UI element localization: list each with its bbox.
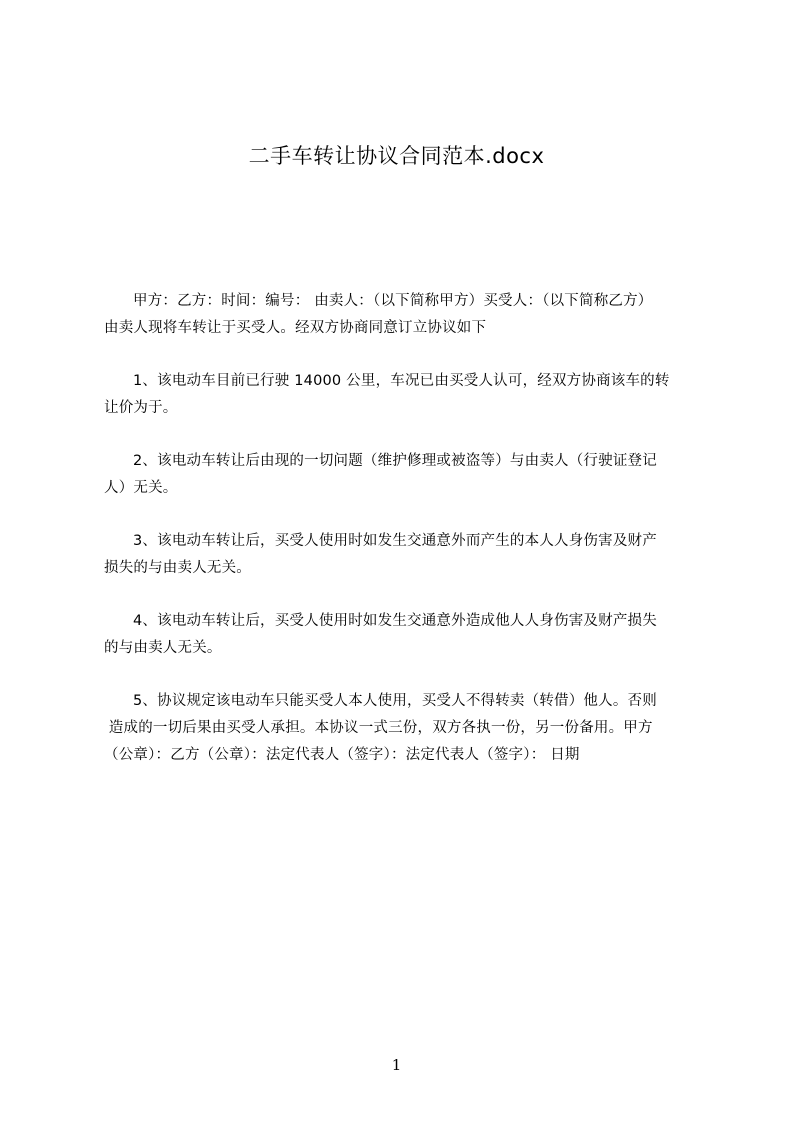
paragraph-line: 2、该电动车转让后由现的一切问题（维护修理或被盗等）与由卖人（行驶证登记: [133, 453, 657, 469]
paragraph-line: 4、该电动车转让后，买受人使用时如发生交通意外造成他人人身伤害及财产损失: [133, 613, 657, 629]
paragraph-line: 让价为于。: [104, 400, 178, 416]
paragraph-line: 由卖人现将车转让于买受人。经双方协商同意订立协议如下: [104, 320, 487, 336]
paragraph-line: 损失的与由卖人无关。: [104, 560, 251, 576]
clause-1: [104, 368, 712, 422]
paragraph-line: （公章）：乙方（公章）：法定代表人（签字）：法定代表人（签字）： 日期: [104, 747, 580, 763]
clause-2: [104, 448, 712, 502]
paragraph-line: 人）无关。: [104, 480, 178, 496]
clause-4: [104, 608, 712, 662]
paragraph-line: 3、该电动车转让后，买受人使用时如发生交通意外而产生的本人人身伤害及财产: [133, 533, 657, 549]
paragraph-line: 造成的一切后果由买受人承担。本协议一式三份，双方各执一份，另一份备用。甲方: [104, 720, 653, 736]
paragraph-line: 5、协议规定该电动车只能买受人本人使用，买受人不得转卖（转借）他人。否则: [133, 693, 657, 709]
paragraph-line: 甲方：乙方：时间：编号： 由卖人：（以下简称甲方）买受人：（以下简称乙方）: [133, 293, 653, 309]
clause-5: [104, 688, 712, 769]
page-number: 1: [391, 1056, 402, 1074]
document-title: 二手车转让协议合同范本.docx: [248, 144, 545, 168]
paragraph-parties: [104, 288, 712, 342]
paragraph-line: 的与由卖人无关。: [104, 640, 222, 656]
paragraph-line: 1、该电动车目前已行驶 14000 公里，车况已由买受人认可，经双方协商该车的转: [133, 373, 670, 389]
clause-3: [104, 528, 712, 582]
document-body: [104, 288, 712, 795]
